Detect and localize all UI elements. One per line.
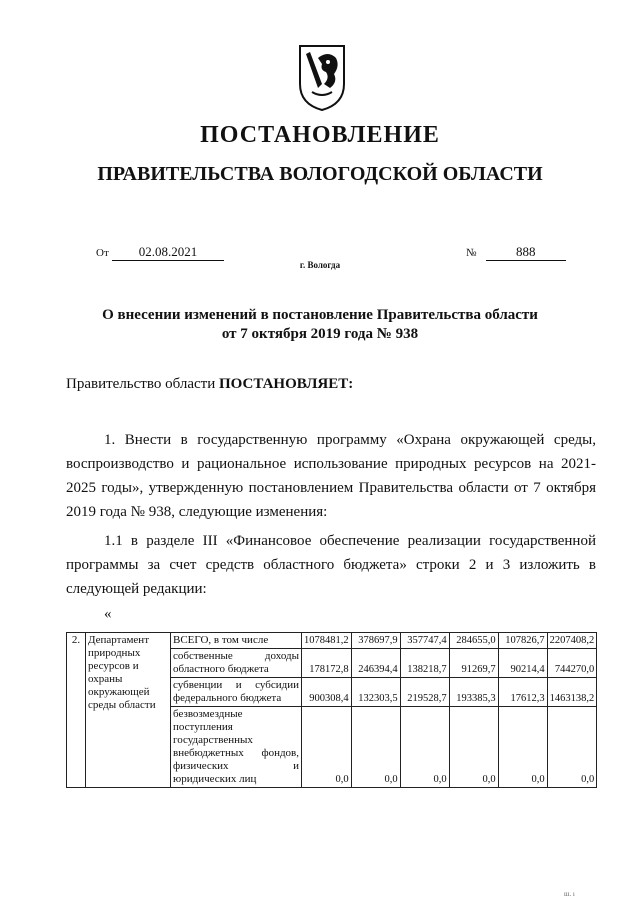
value-cell: 107826,7 (498, 633, 547, 649)
row-label: ВСЕГО, в том числе (171, 633, 302, 649)
value-cell: 17612,3 (498, 678, 547, 707)
value-cell: 900308,4 (302, 678, 352, 707)
value-cell: 219528,7 (400, 678, 449, 707)
value-cell: 2207408,2 (547, 633, 597, 649)
value-cell: 0,0 (302, 707, 352, 788)
value-cell: 138218,7 (400, 649, 449, 678)
value-cell: 0,0 (449, 707, 498, 788)
value-cell: 246394,4 (351, 649, 400, 678)
subject-heading (0, 306, 640, 344)
value-cell: 284655,0 (449, 633, 498, 649)
value-cell: 1463138,2 (547, 678, 597, 707)
funding-table (66, 632, 597, 788)
city-label: г. Вологда (299, 260, 341, 270)
number-field (466, 244, 566, 261)
value-cell: 0,0 (351, 707, 400, 788)
resolve-bold: ПОСТАНОВЛЯЕТ: (218, 376, 354, 392)
paragraph-1: 1. Внести в государственную программу «Охрана окружающей среды, воспроизводство и рациональное использование природных ресурсов на 2021-2025 годы», утвержденную постановлением Правительства области от 7 октября 2019 года № 938, следующие изменения: (66, 432, 596, 520)
value-cell: 378697,9 (351, 633, 400, 649)
value-cell: 90214,4 (498, 649, 547, 678)
subject-line-1: О внесении изменений в постановление Правительства области (102, 307, 538, 323)
subject-line-2: от 7 октября 2019 года № 938 (221, 326, 419, 342)
resolve-line (66, 372, 596, 396)
value-cell: 132303,5 (351, 678, 400, 707)
number-prefix: № (466, 247, 477, 259)
value-cell: 0,0 (498, 707, 547, 788)
table-row (67, 633, 597, 649)
resolve-prefix: Правительство области (66, 376, 216, 392)
document-title: ПОСТАНОВЛЕНИЕ (200, 122, 440, 148)
coat-of-arms-icon (298, 44, 346, 112)
value-cell: 357747,4 (400, 633, 449, 649)
value-cell: 0,0 (400, 707, 449, 788)
quote-open: « (104, 606, 112, 622)
value-cell: 744270,0 (547, 649, 597, 678)
number-value: 888 (486, 244, 566, 261)
department-cell: Департамент природных ресурсов и охраны окружающей среды области (86, 633, 171, 788)
value-cell: 178172,8 (302, 649, 352, 678)
footer-mark: ш. ı (564, 890, 575, 898)
row-number: 2. (67, 633, 86, 788)
value-cell: 193385,3 (449, 678, 498, 707)
row-label: собственные доходы областного бюджета (171, 649, 302, 678)
document-subtitle: ПРАВИТЕЛЬСТВА ВОЛОГОДСКОЙ ОБЛАСТИ (97, 163, 543, 185)
paragraph-2: 1.1 в разделе III «Финансовое обеспечение реализации государственной программы за счет средств областного бюджета» строки 2 и 3 изложить в следующей редакции: (66, 533, 596, 597)
row-label: безвозмездные поступления государственных внебюджетных фондов, физических и юридических лиц (171, 707, 302, 788)
date-value: 02.08.2021 (112, 244, 224, 261)
value-cell: 1078481,2 (302, 633, 352, 649)
row-label: субвенции и субсидии федерального бюджета (171, 678, 302, 707)
value-cell: 91269,7 (449, 649, 498, 678)
date-prefix: От (96, 247, 109, 259)
value-cell: 0,0 (547, 707, 597, 788)
date-field (96, 244, 224, 261)
